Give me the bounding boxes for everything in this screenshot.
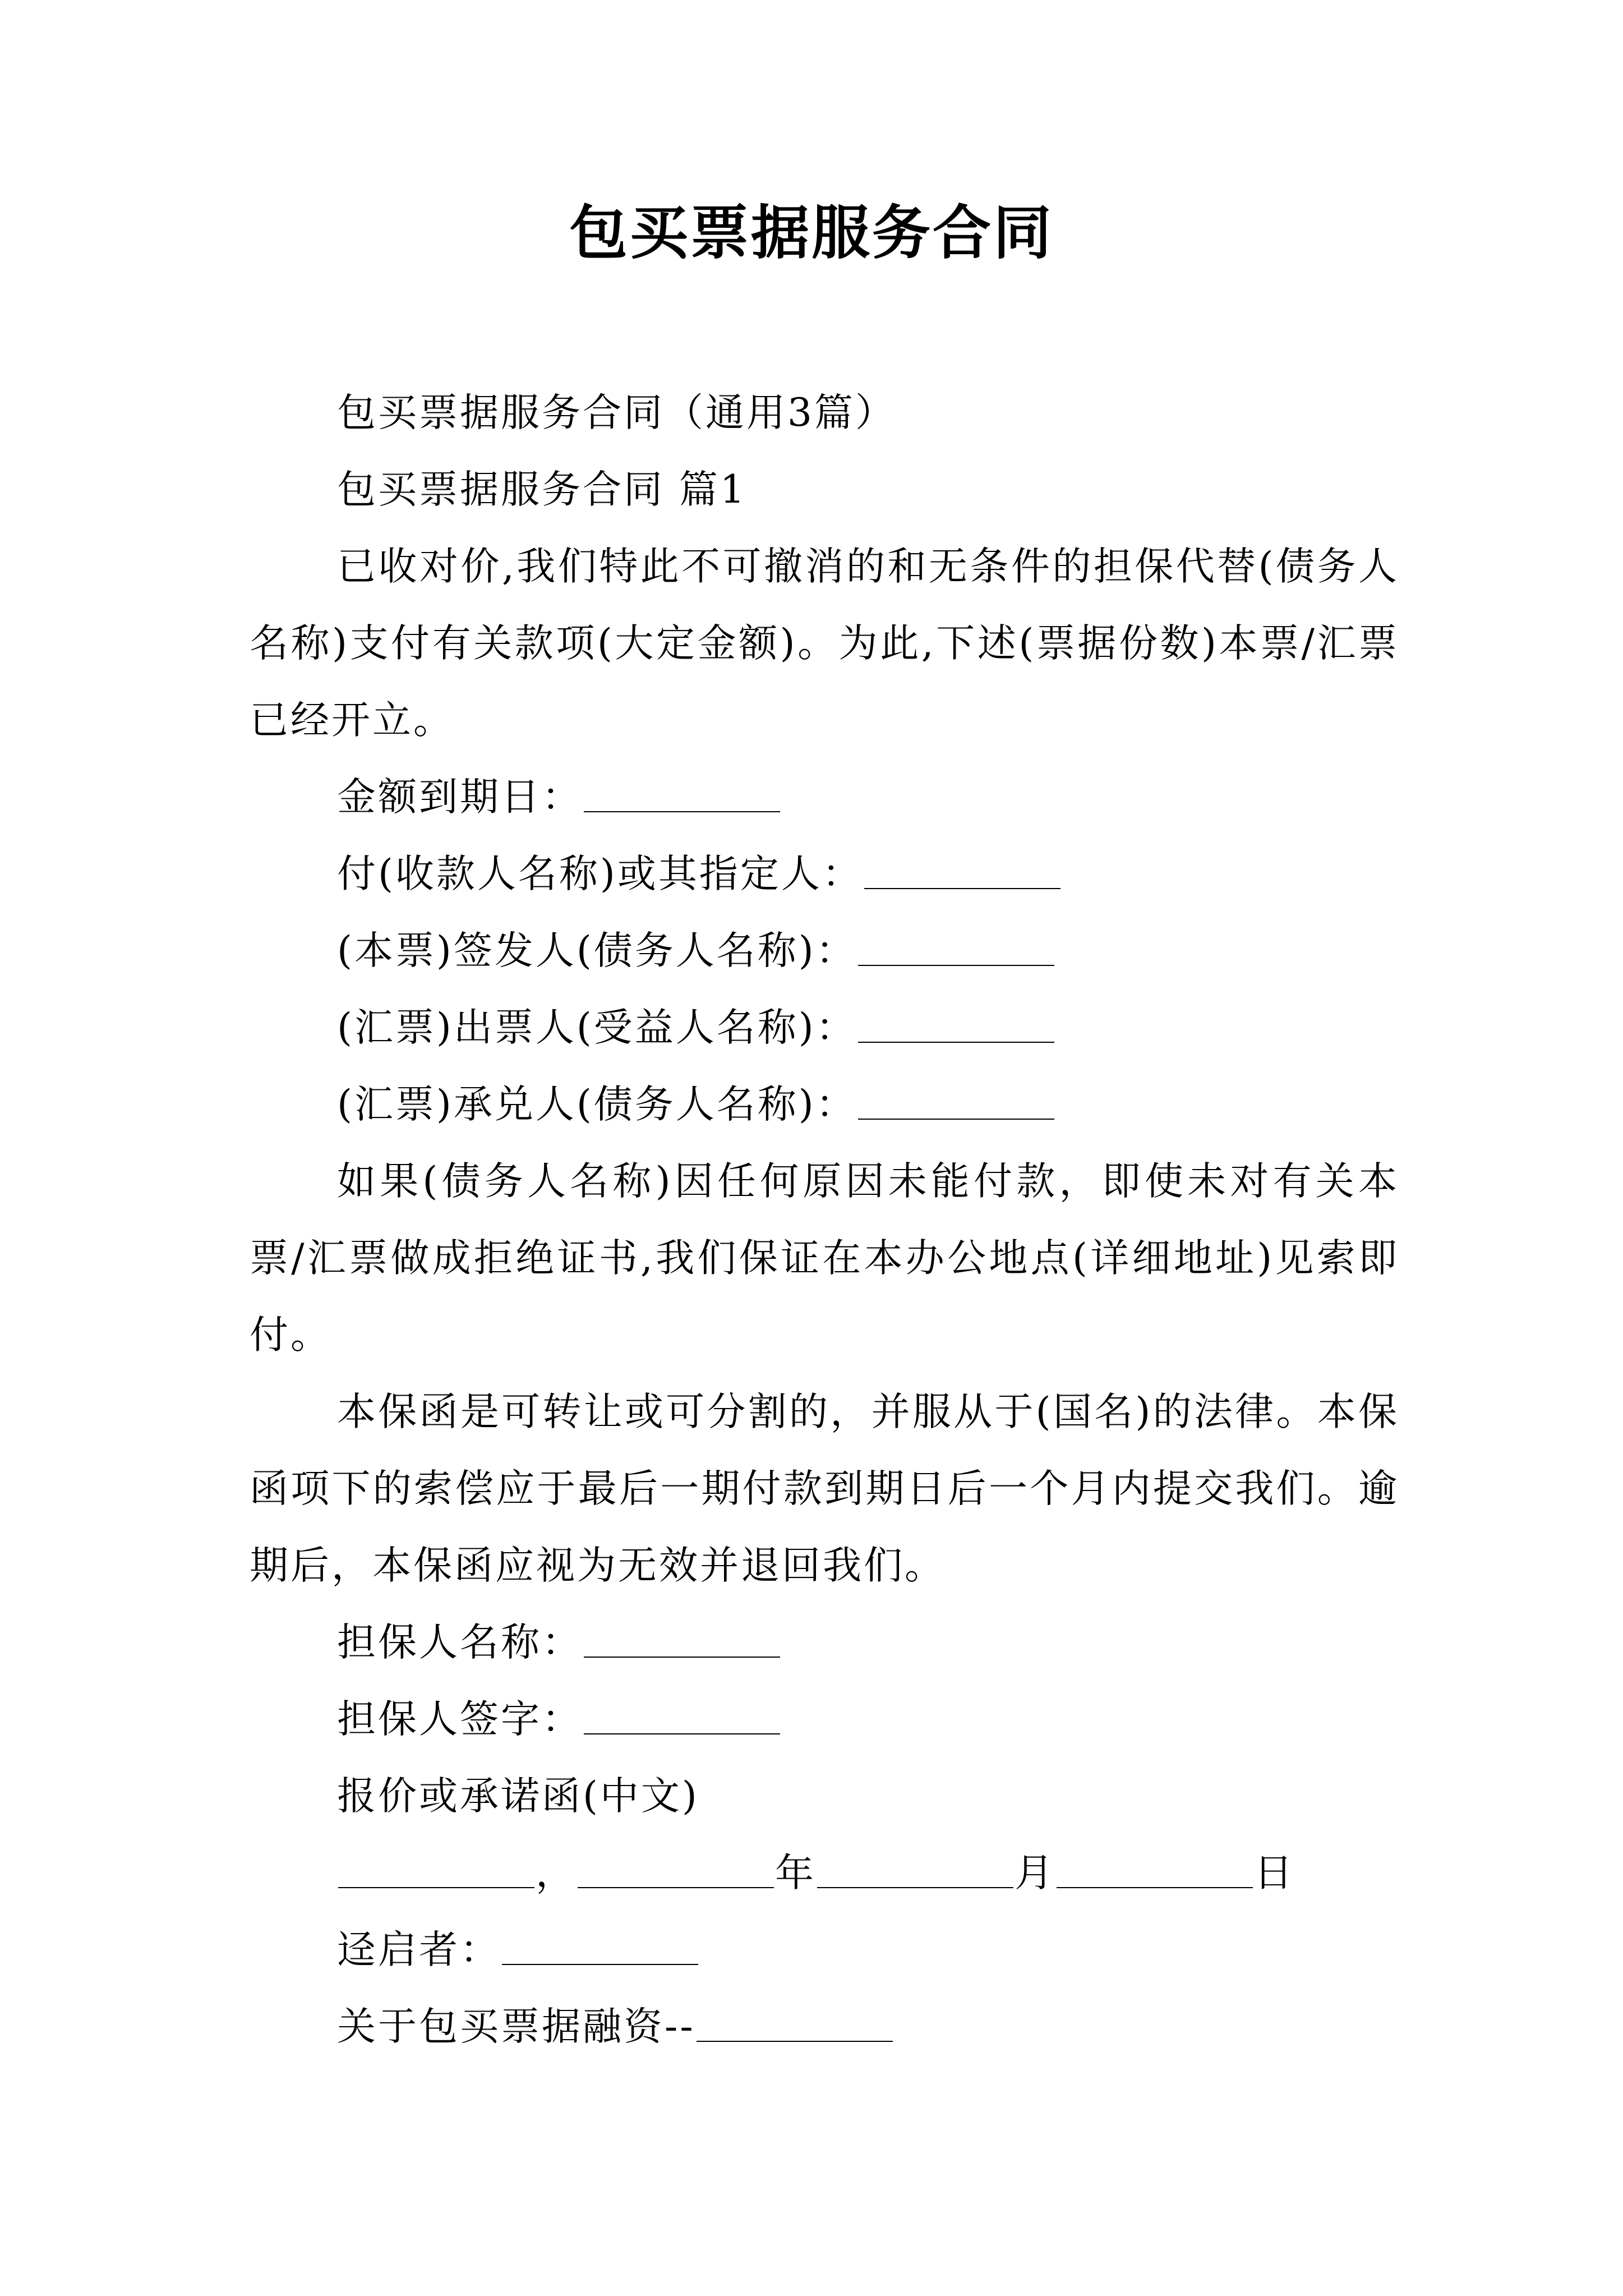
bill-drawer-blank-line [858,1042,1054,1043]
date-separator: ， [536,1851,577,1895]
year-blank-line [578,1887,774,1888]
guarantor-name-blank-line [584,1657,780,1658]
field-forfaiting-subject-label: 关于包买票据融资-- [337,2004,695,2049]
month-blank-line [817,1887,1013,1888]
bill-acceptor-blank-line [858,1119,1054,1120]
due-date-blank-line [584,811,780,812]
field-payee-label: 付(收款人名称)或其指定人： [337,852,863,896]
field-guarantor-signature-label: 担保人签字： [337,1697,583,1742]
field-payee [250,836,1399,913]
paragraph-section-title: 包买票据服务合同 篇1 [337,467,747,512]
day-blank-line [1057,1887,1253,1888]
field-bill-acceptor-label: (汇票)承兑人(债务人名称)： [337,1082,857,1127]
document-body [250,375,1399,2065]
paragraph-heading: 包买票据服务合同（通用3篇） [337,390,896,435]
field-bill-acceptor [250,1066,1399,1143]
field-due-date [250,759,1399,836]
field-note-issuer [250,913,1399,990]
paragraph-guarantee-clause: 已收对价,我们特此不可撤消的和无条件的担保代替(债务人名称)支付有关款项(大定金额)。为此,下述(票据份数)本票/汇票已经开立。 [250,544,1399,743]
guarantor-signature-blank-line [584,1733,780,1734]
document-title: 包买票据服务合同 [569,198,1054,267]
salutation-blank-line [502,1964,698,1965]
paragraph-offer-letter: 报价或承诺函(中文) [337,1774,699,1819]
field-guarantor-signature [250,1681,1399,1758]
note-issuer-blank-line [858,965,1054,966]
field-guarantor-name [250,1604,1399,1681]
field-bill-drawer [250,990,1399,1066]
date-month-label: 月 [1015,1851,1055,1895]
date-year-label: 年 [775,1851,816,1895]
forfaiting-subject-blank-line [697,2041,893,2042]
field-note-issuer-label: (本票)签发人(债务人名称)： [337,928,857,973]
field-date-line [250,1835,1399,1912]
place-blank-line [338,1887,534,1888]
field-guarantor-name-label: 担保人名称： [337,1620,583,1665]
field-salutation [250,1912,1399,1989]
date-day-label: 日 [1254,1851,1295,1895]
field-due-date-label: 金额到期日： [337,775,583,820]
paragraph-transfer-clause: 本保函是可转让或可分割的，并服从于(国名)的法律。本保函项下的索偿应于最后一期付款到期日后一个月内提交我们。逾期后，本保函应视为无效并退回我们。 [250,1389,1399,1588]
field-salutation-label: 迳启者： [337,1927,501,1972]
field-forfaiting-subject [250,1989,1399,2065]
field-bill-drawer-label: (汇票)出票人(受益人名称)： [337,1005,857,1050]
paragraph-payment-clause: 如果(债务人名称)因任何原因未能付款，即使未对有关本票/汇票做成拒绝证书,我们保证在本办公地点(详细地址)见索即付。 [250,1159,1399,1358]
payee-blank-line [864,888,1061,889]
